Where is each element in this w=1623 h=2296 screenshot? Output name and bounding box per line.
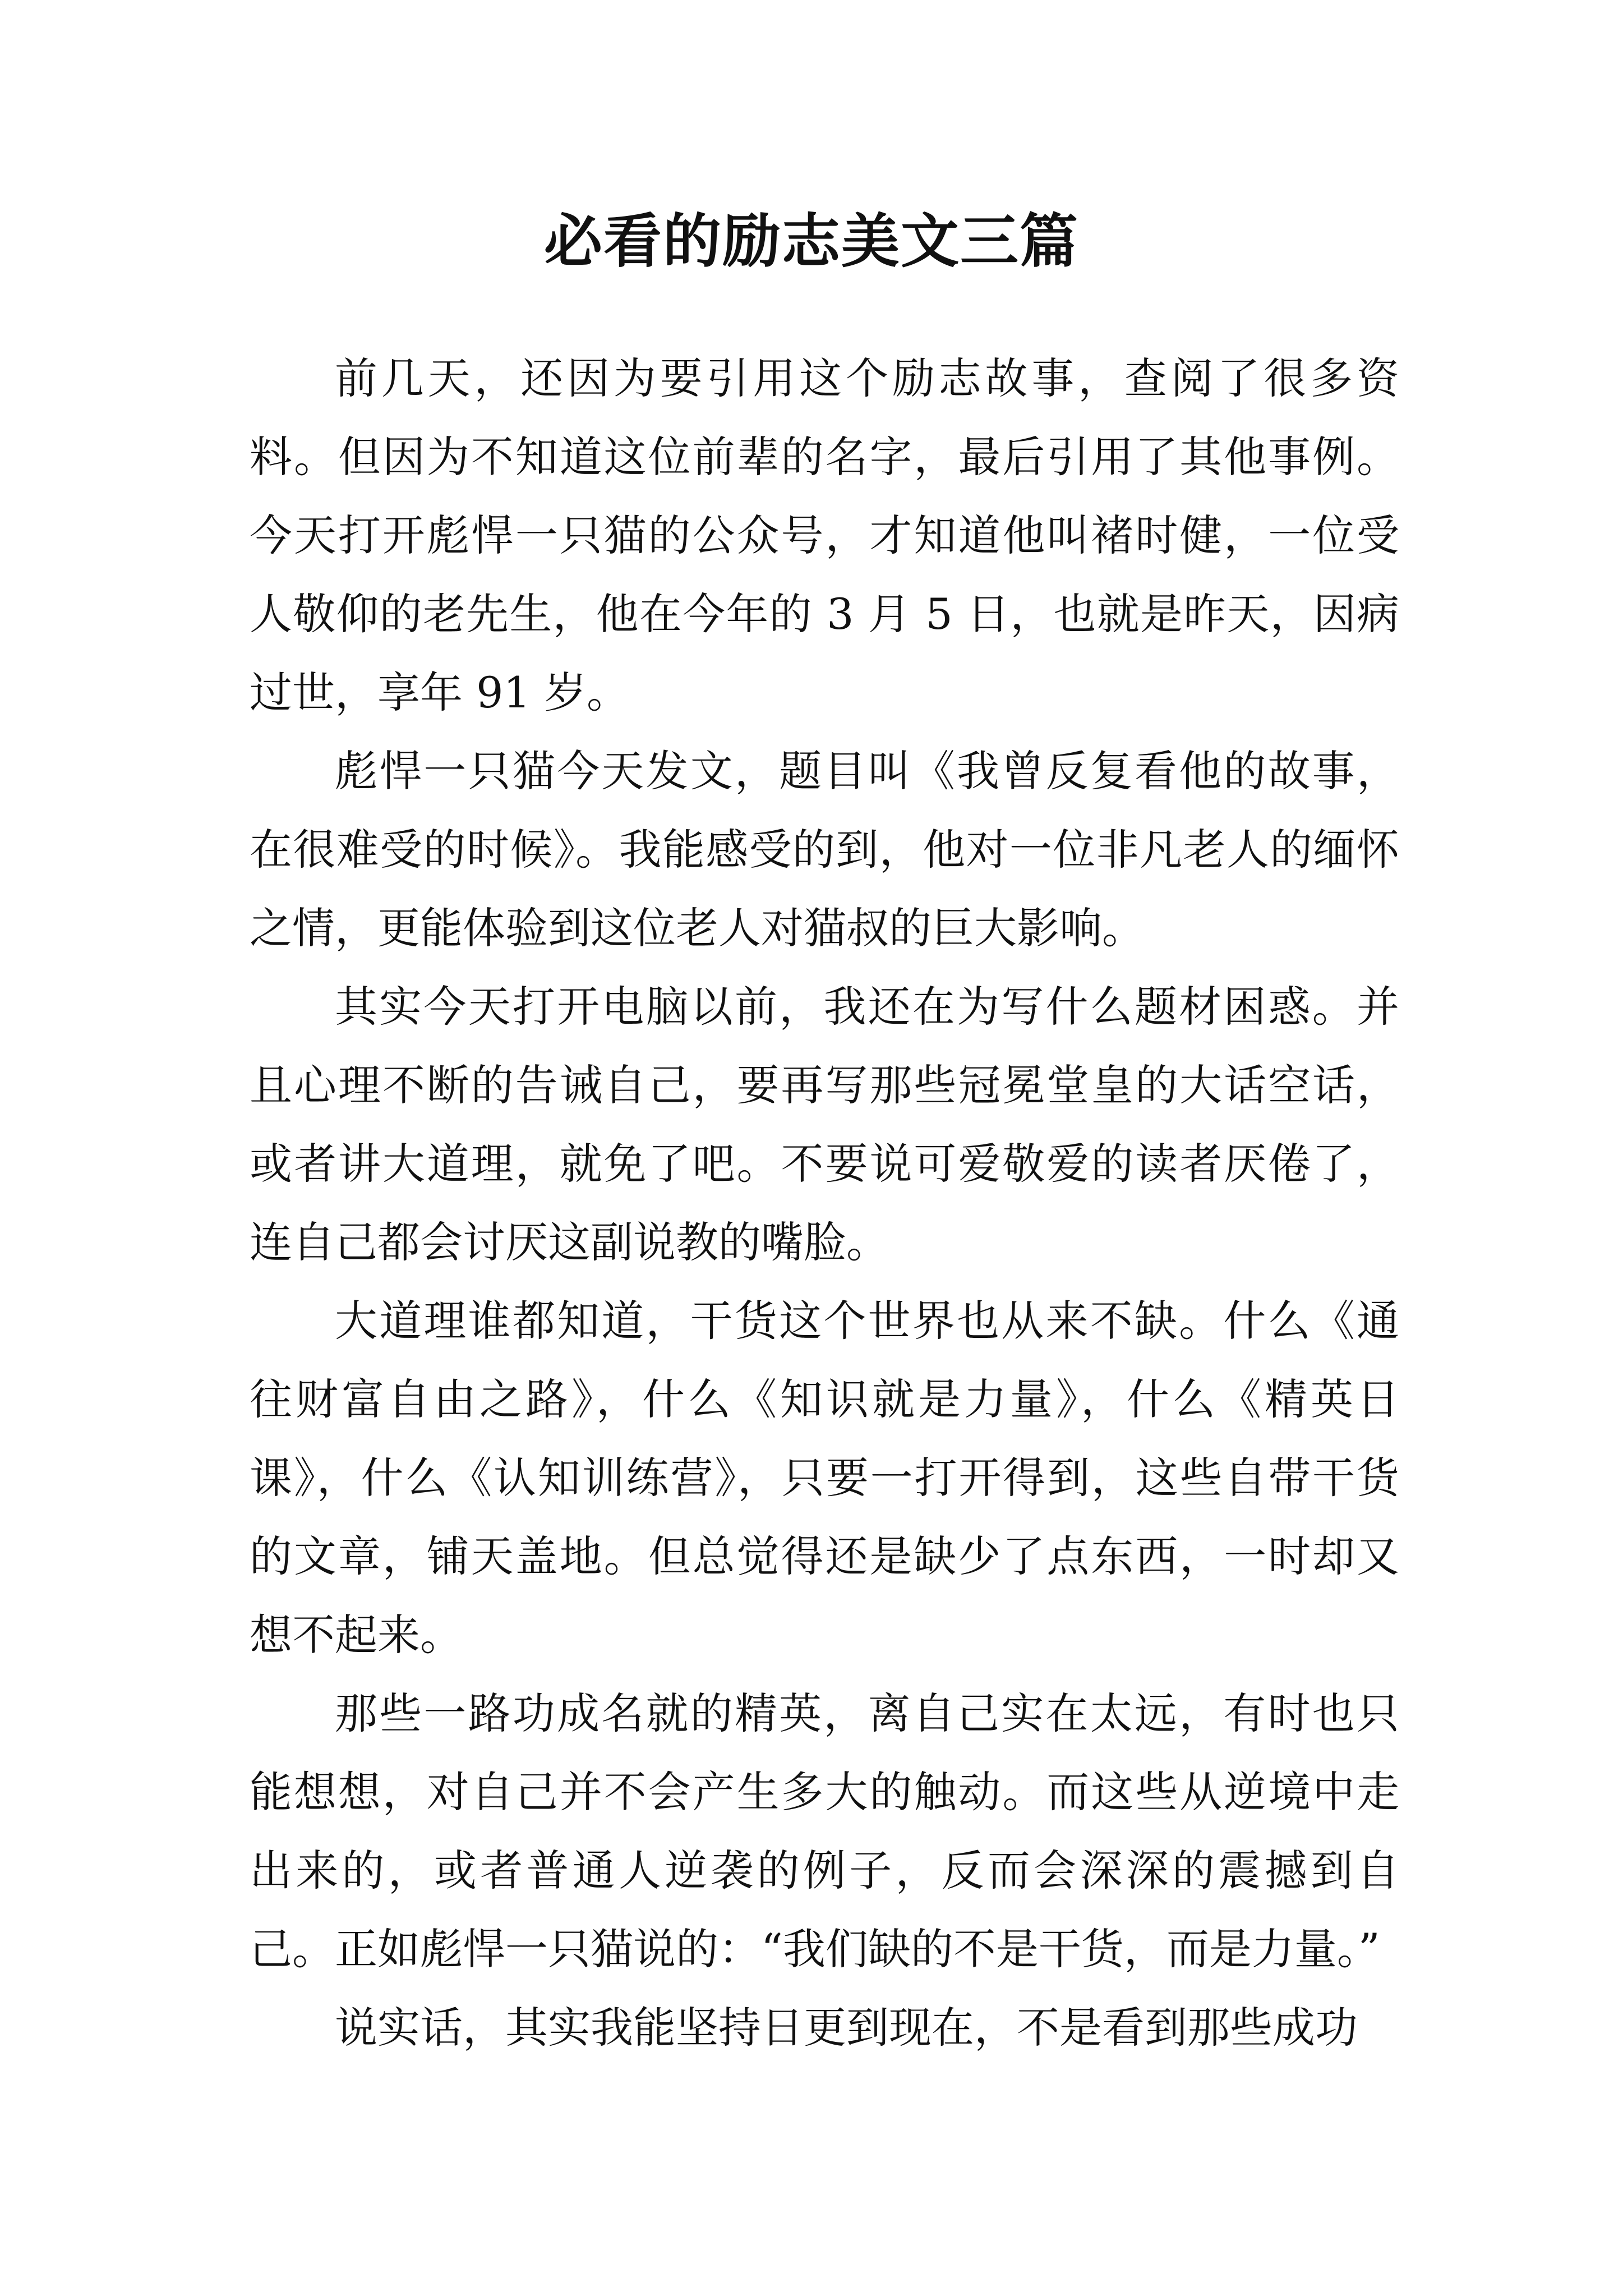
paragraph-2: 彪悍一只猫今天发文，题目叫《我曾反复看他的故事，在很难受的时候》。我能感受的到，他对一位非凡老人的缅怀之情，更能体验到这位老人对猫叔的巨大影响。 [250, 746, 1399, 953]
document-body [250, 339, 1399, 2067]
paragraph-3: 其实今天打开电脑以前，我还在为写什么题材困惑。并且心理不断的告诫自己，要再写那些冠冕堂皇的大话空话，或者讲大道理，就免了吧。不要说可爱敬爱的读者厌倦了，连自己都会讨厌这副说教的嘴脸。 [250, 982, 1399, 1267]
document-title: 必看的励志美文三篇 [543, 206, 1079, 275]
paragraph-1: 前几天，还因为要引用这个励志故事，查阅了很多资料。但因为不知道这位前辈的名字，最后引用了其他事例。今天打开彪悍一只猫的公众号，才知道他叫褚时健，一位受人敬仰的老先生，他在今年的 3 月 5 日，也就是昨天，因病过世，享年 91 岁。 [250, 353, 1399, 717]
paragraph-6: 说实话，其实我能坚持日更到现在，不是看到那些成功 [335, 2003, 1358, 2053]
paragraph-4: 大道理谁都知道，干货这个世界也从来不缺。什么《通往财富自由之路》，什么《知识就是力量》，什么《精英日课》，什么《认知训练营》，只要一打开得到，这些自带干货的文章，铺天盖地。但总觉得还是缺少了点东西，一时却又想不起来。 [250, 1296, 1399, 1660]
paragraph-5: 那些一路功成名就的精英，离自己实在太远，有时也只能想想，对自己并不会产生多大的触动。而这些从逆境中走出来的，或者普通人逆袭的例子，反而会深深的震撼到自己。正如彪悍一只猫说的：“我们缺的不是干货，而是力量。” [250, 1688, 1399, 1974]
